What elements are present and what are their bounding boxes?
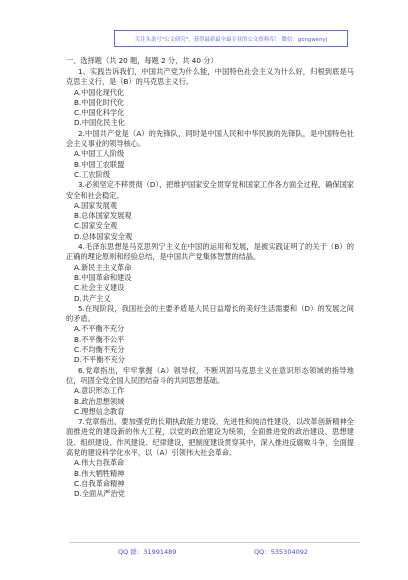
option-d: D.总体国家安全观	[74, 231, 133, 241]
option-b: B.中国工农联盟	[74, 159, 125, 169]
question-text: 2.中国共产党是（A）的先锋队，同时是中国人民和中华民族的先锋队，是中国特色社会主义事业的领导核心。	[66, 128, 354, 149]
option-b: B.中国革命和建设	[74, 272, 132, 282]
question-text: 1、实践告诉我们，中国共产党为什么能，中国特色社会主义为什么好，归根到底是马克思主义行，是（B）的马克思主义行。	[66, 67, 354, 87]
option-b: B.伟大牺牲精神	[74, 468, 125, 478]
section-title: 一、选择题（共 20 题，每题 2 分，共 40 分）	[66, 56, 218, 65]
question-text: 5.在现阶段，我国社会的主要矛盾是人民日益增长的美好生活需要和（D）的发展之间的矛盾。	[66, 303, 354, 324]
footer-qq: QQ：535304092	[254, 548, 308, 556]
option-d: D.共产主义	[74, 293, 111, 303]
question-5	[66, 304, 354, 366]
option-d: D.中国化民主化	[74, 118, 125, 128]
option-b: B.中国化时代化	[74, 97, 125, 107]
option-a: A.不平衡不充分	[74, 324, 125, 334]
header-banner	[114, 30, 348, 47]
question-6	[66, 366, 354, 417]
header-banner-text: 关注头条号"公文研究"，获得最新最全最专业的公文资料库！ 微信：gongwenyj	[134, 36, 328, 43]
question-7	[66, 417, 354, 499]
option-c: C.社会主义建设	[74, 283, 125, 293]
document-content	[66, 56, 354, 499]
option-d: D.全面从严治党	[74, 489, 125, 499]
question-4	[66, 242, 354, 304]
option-a: A.新民主主义革命	[74, 262, 132, 272]
option-a: A.中国化现代化	[74, 87, 125, 97]
question-3	[66, 180, 354, 242]
option-d: D.不平衡不充分	[74, 355, 125, 365]
question-1	[66, 67, 354, 129]
question-text: 6.党章指出，牢牢掌握（A）领导权，不断巩固马克思主义在意识形态领域的指导地位，巩固全党全国人民团结奋斗的共同思想基础。	[66, 365, 354, 385]
option-a: A.意识形态工作	[74, 386, 125, 396]
option-a: A.伟大自我革命	[74, 458, 125, 468]
option-a: A.国家发展观	[74, 200, 118, 210]
option-c: C.不均衡不充分	[74, 345, 125, 355]
question-2	[66, 129, 354, 180]
question-text: 3.必须坚定不移贯彻（D），把维护国家安全贯穿党和国家工作各方面全过程，确保国家安全和社会稳定。	[66, 180, 354, 200]
option-a: A.中国工人阶级	[74, 149, 125, 159]
option-b: B.政治思想领域	[74, 396, 125, 406]
question-text: 7.党章指出，要加强党的长期执政能力建设、先进性和纯洁性建设，以改革创新精神全面推进党的建设新的伟大工程，以党的政治建设为统领，全面推进党的政治建设、思想建设、组织建设、作风建设、纪律建设，把制度建设贯穿其中，深入推进反腐败斗争，全面提高党的建设科学化水平，以（A）引领伟大社会革命。	[66, 417, 354, 457]
footer-divider	[70, 542, 360, 543]
option-b: B.总体国家发展观	[74, 211, 132, 221]
footer-qq-group: QQ 群：31991489	[118, 548, 177, 556]
option-c: C.国家安全观	[74, 221, 118, 231]
option-c: C.自我革命精神	[74, 478, 125, 488]
footer	[118, 547, 308, 556]
option-b: B.不平衡不公平	[74, 334, 125, 344]
question-text: 4.毛泽东思想是马克思列宁主义在中国的运用和发展，是被实践证明了的关于（B）的正确的理论原则和经验总结，是中国共产党集体智慧的结晶。	[66, 242, 354, 262]
option-c: C.中国化科学化	[74, 108, 125, 118]
option-c: C.工农阶级	[74, 169, 111, 179]
option-c: C.理想信念教育	[74, 406, 125, 416]
